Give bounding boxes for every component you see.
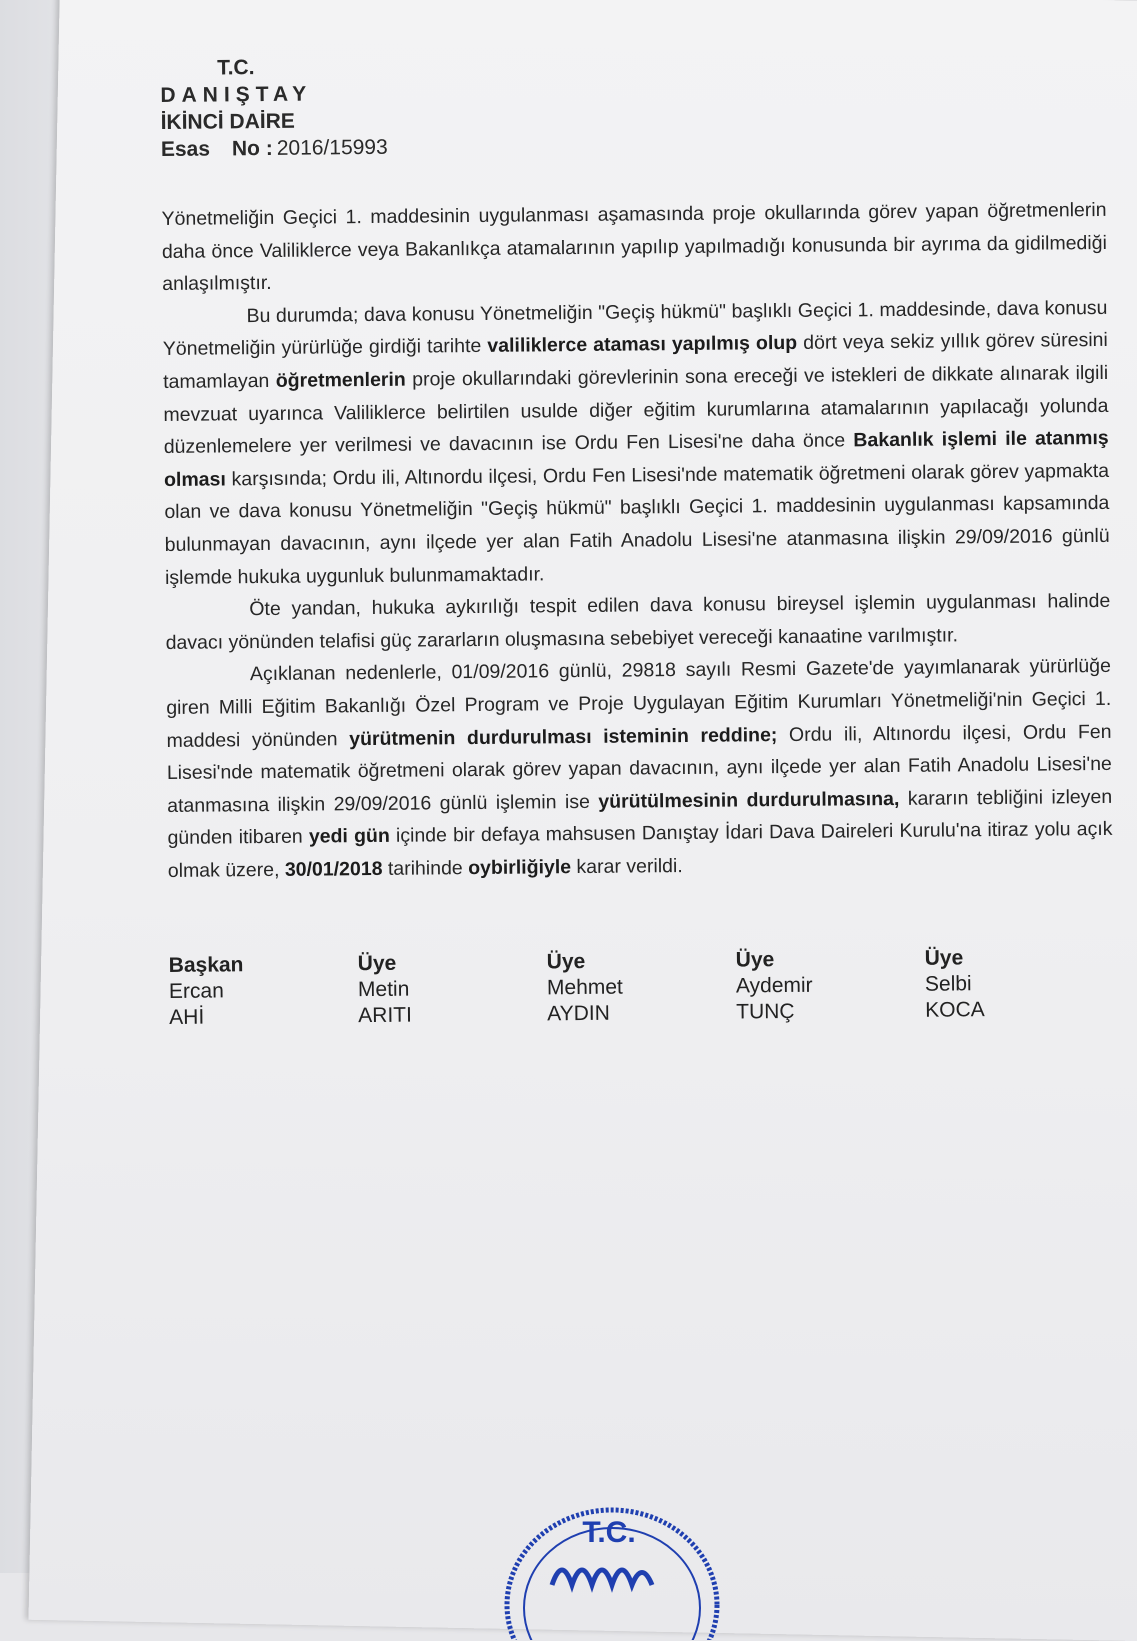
paragraph-4-bold: yedi gün (308, 825, 390, 848)
signature-role: Üye (735, 948, 775, 972)
paragraph-4-text: tarihinde (382, 856, 469, 880)
paragraph-2-bold: öğretmenlerin (275, 368, 406, 392)
paragraph-4-bold: yürütülmesinin durdurulmasına, (598, 787, 900, 813)
paragraph-2-bold: Bakanlık işlemi ile atanmış olması (163, 427, 1109, 491)
case-number-value: 2016/15993 (276, 135, 388, 160)
paragraph-2-text: karşısında; Ordu ili, Altınordu ilçesi, Ordu Fen Lisesi'nde matematik öğretmeni olarak görev yapmakta olan ve dava konusu Yönetmeliğin "Geçiş hükmü" başlıklı Geçici 1. maddesinin uygulanması kapsamında bulunmayan davacının, aynı ilçede yer alan Fatih Anadolu Lisesi'ne atanmasına ilişkin 29/09/2016 günlü işlemde hukuka uygunluk bulunmamaktadır. (164, 459, 1110, 589)
paragraph-4-text: kararın tebliğini izleyen günden itibaren (167, 785, 1113, 850)
signature-last-name: KOCA (925, 998, 985, 1023)
document-body (161, 194, 1113, 888)
esas-label: Esas (160, 137, 211, 161)
paragraph-4-text: karar verildi. (570, 854, 683, 878)
court-seal-stamp (497, 1490, 727, 1640)
header-chamber: İKİNCİ DAİRE (160, 109, 295, 134)
signature-role: Üye (924, 946, 964, 971)
signature-block (169, 944, 1115, 1031)
signature-role: Üye (546, 950, 586, 974)
signature-member-2 (547, 948, 737, 1028)
signature-member-3 (736, 946, 926, 1026)
signature-first-name: Aydemir (735, 974, 813, 998)
paragraph-3: Öte yandan, hukuka aykırılığı tespit edilen dava konusu bireysel işlemin uygulanması halinde davacı yönünden telafisi güç zararların oluşmasına sebebiyet vereceği kanaatine varılmıştır. (165, 590, 1111, 654)
paragraph-4-bold: yürütmenin durdurulması isteminin reddine; (349, 723, 778, 750)
paragraph-4 (166, 650, 1113, 887)
signature-first-name: Mehmet (546, 976, 623, 1000)
signature-role: Başkan (168, 953, 244, 978)
signature-role: Üye (357, 952, 397, 976)
signature-member-1 (358, 950, 548, 1030)
header-tc: T.C. (217, 56, 255, 80)
signature-member-4 (925, 944, 1115, 1024)
document-content (160, 46, 1114, 1031)
paragraph-2-text: dört veya sekiz yıllık görev süresini tamamlayan (163, 329, 1108, 393)
signature-first-name: Metin (357, 978, 410, 1002)
paragraph-2-text: proje okullarındaki görevlerinin sona ereceği ve istekleri de dikkate alınarak ilgili mevzuat uyarınca Valiliklerce belirtilen usulde diğer eğitim kurumlarına atamalarının yapılacağı yolunda düzenlemelere yer verilmesi ve davacının ise Ordu Fen Lisesi'ne daha önce (163, 361, 1109, 459)
paragraph-4-bold: oybirliğiyle (468, 855, 572, 879)
paragraph-1: Yönetmeliğin Geçici 1. maddesinin uygulanması aşamasında proje okullarında görev yapan öğretmenlerin daha önce Valiliklerce veya Bakanlıkça atamalarının yapılıp yapılmadığı konusunda bir ayrıma da gidilmediği anlaşılmıştır. (161, 198, 1107, 296)
signature-last-name: ARITI (358, 1004, 413, 1028)
header-court-name: DANIŞTAY (160, 82, 313, 107)
document-header (160, 46, 1106, 163)
paragraph-2 (162, 292, 1110, 594)
paragraph-2-text: Bu durumda; dava konusu Yönetmeliğin "Geçiş hükmü" başlıklı Geçici 1. maddesinde, dava konusu Yönetmeliğin yürürlüğe girdiği tarihte (162, 296, 1108, 361)
paragraph-2-bold: valiliklerce ataması yapılmış olup (487, 332, 798, 358)
paragraph-4-bold: 30/01/2018 (284, 857, 383, 881)
signature-first-name: Ercan (168, 979, 224, 1004)
no-label: No : (231, 136, 273, 161)
stamp-text: T.C. (582, 1516, 636, 1549)
paragraph-4-text: Ordu ili, Altınordu ilçesi, Ordu Fen Lisesi'nde matematik öğretmeni olarak görev yapan davacının, aynı ilçede yer alan Fatih Anadolu Lisesi'ne atanmasına ilişkin 29/09/2016 günlü işlemin ise (166, 720, 1112, 817)
paragraph-4-text: Açıklanan nedenlerle, 01/09/2016 günlü, 29818 sayılı Resmi Gazete'de yayımlanarak yürürlüğe giren Milli Eğitim Bakanlığı Özel Program ve Proje Uygulayan Eğitim Kurumları Yönetmeliği'nin Geçici 1. maddesi yönünden (166, 655, 1112, 752)
signature-president (169, 952, 359, 1032)
signature-last-name: AYDIN (547, 1002, 610, 1026)
signature-first-name: Selbi (924, 972, 972, 997)
paragraph-4-text: içinde bir defaya mahsusen Danıştay İdari Dava Daireleri Kurulu'na itiraz yolu açık olmak üzere, (167, 818, 1113, 882)
signature-last-name: AHİ (169, 1006, 205, 1030)
signature-last-name: TUNÇ (736, 1000, 795, 1024)
